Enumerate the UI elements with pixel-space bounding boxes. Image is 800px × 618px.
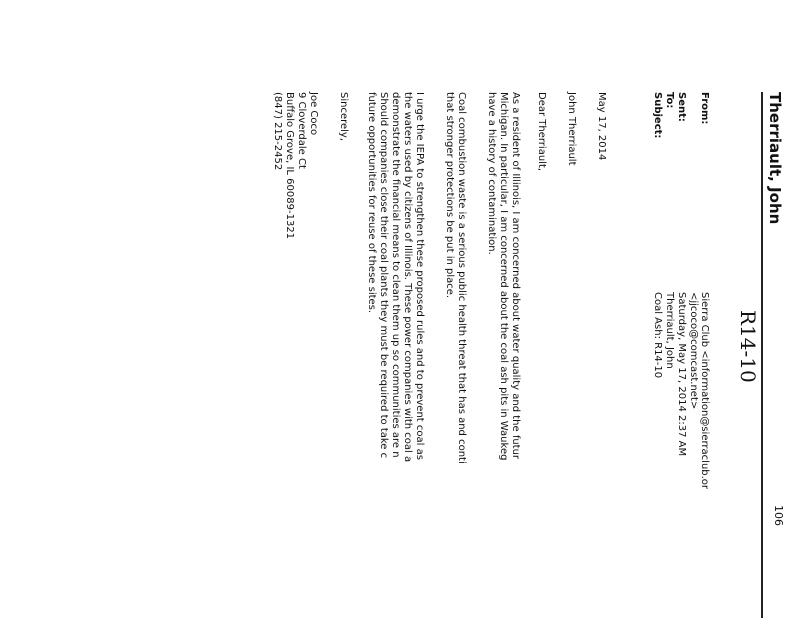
paragraph-line: have a history of contamination. — [486, 92, 497, 255]
subject-label: Subject: — [652, 92, 663, 139]
header-rule — [761, 92, 763, 618]
from-label: From: — [699, 92, 710, 125]
letter-date: May 17, 2014 — [596, 92, 607, 161]
closing: Sincerely, — [338, 92, 349, 142]
paragraph-line: demonstrate the financial means to clean them up so communities are n — [390, 92, 401, 458]
sent-value: Saturday, May 17, 2014 2:37 AM — [676, 292, 687, 457]
to-label: To: — [664, 92, 675, 109]
recipient-name: John Therriault — [566, 92, 577, 166]
to-value: Therriault, John — [664, 292, 675, 369]
paragraph-line: future opportunities for reuse of these sites. — [366, 92, 377, 314]
paragraph-line: As a resident of Illinois, I am concerned about water quality and the futur — [510, 92, 521, 460]
from-value-line: Sierra Club <information@sierraclub.or — [699, 292, 710, 490]
docket-stamp: R14-10 — [736, 310, 760, 383]
paragraph-line: I urge the IEPA to strengthen these proposed rules and to prevent coal as — [414, 92, 425, 460]
sent-label: Sent: — [676, 92, 687, 122]
signature-city: Buffalo Grove, IL 60089-1321 — [284, 92, 295, 240]
paragraph-line: the waters used by citizens of Illinois. These power companies with coal a — [402, 92, 413, 463]
sender-name: Therriault, John — [766, 92, 784, 225]
paragraph-line: that stronger protections be put in place. — [444, 92, 455, 299]
signature-name: Joe Coco — [308, 92, 319, 136]
page-number: 106 — [772, 505, 785, 526]
signature-phone: (847) 215-2452 — [272, 92, 283, 171]
signature-street: 9 Cloverdale Ct — [296, 92, 307, 169]
paragraph-line: Should companies close their coal plants they must be required to take c — [378, 92, 389, 459]
salutation: Dear Therriault, — [536, 92, 547, 172]
subject-value: Coal Ash: R14-10 — [652, 292, 663, 379]
paragraph-line: Coal combustion waste is a serious public health threat that has and conti — [456, 92, 467, 464]
paragraph-line: Michigan. In particular, I am concerned about the coal ash pits in Waukeg — [498, 92, 509, 461]
from-value-line: <jjcoco@comcast.net> — [688, 292, 699, 410]
